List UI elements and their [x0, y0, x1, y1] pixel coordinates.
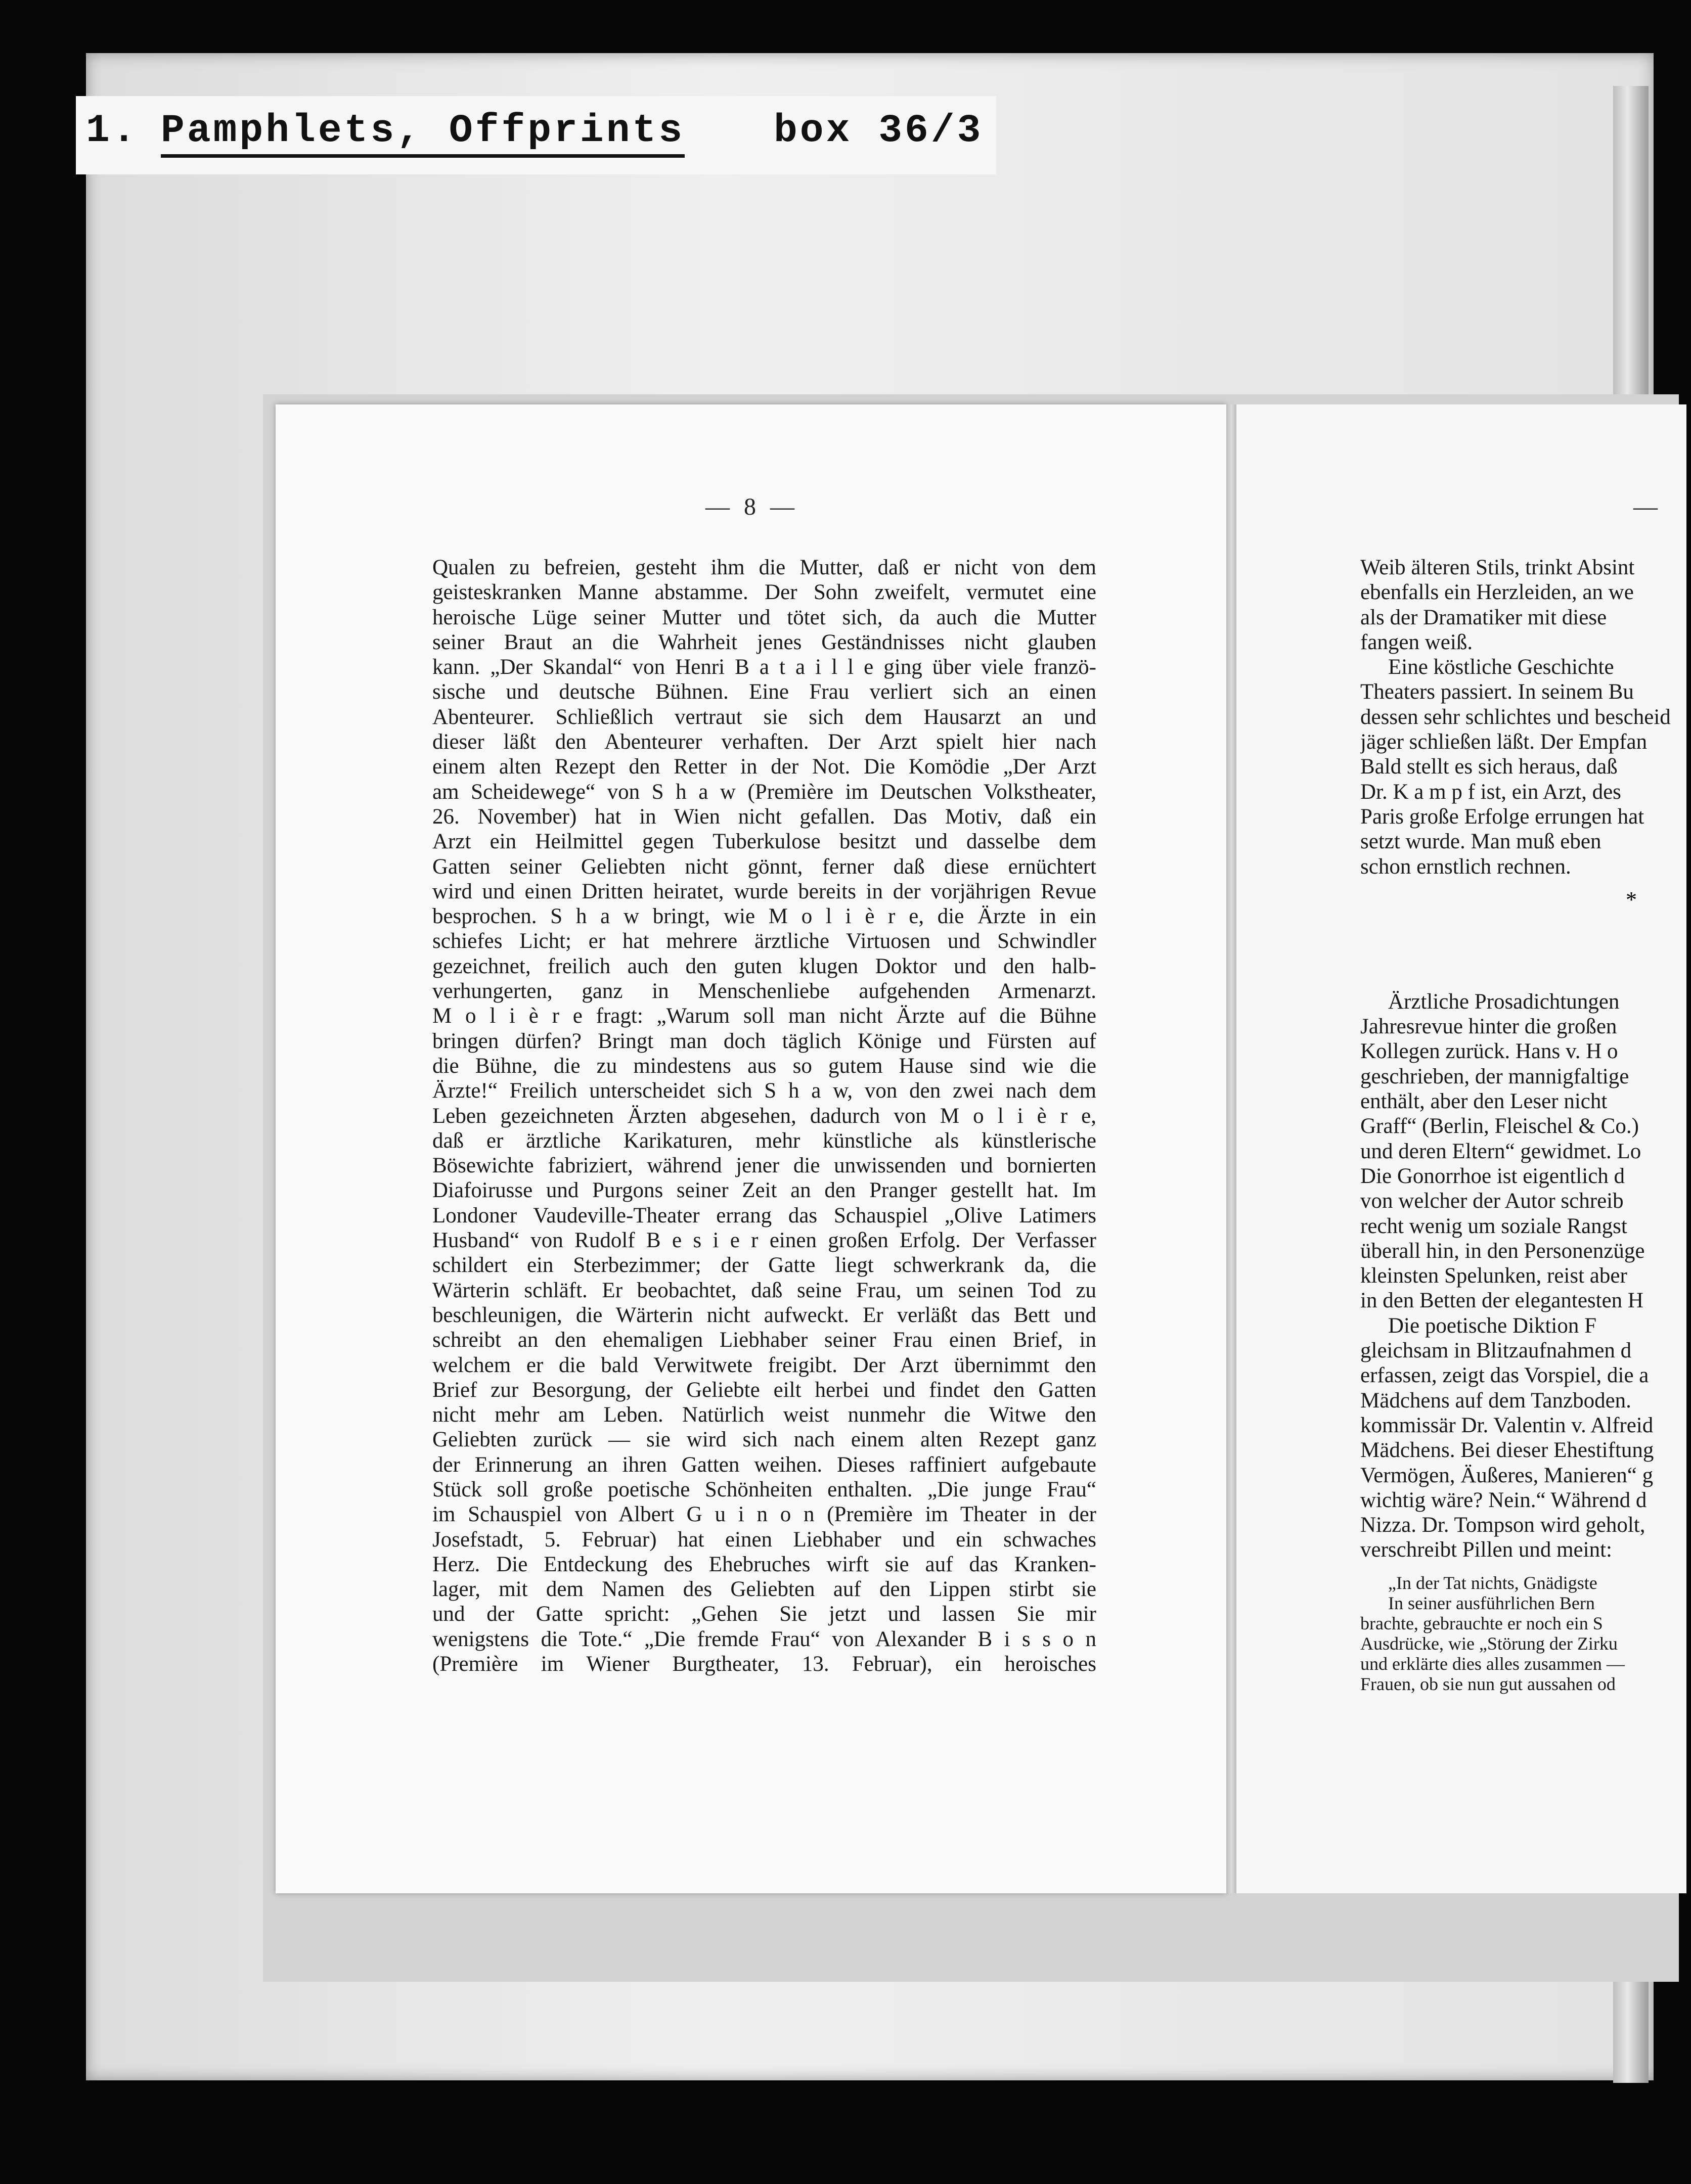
- text-line: wichtig wäre? Nein.“ Während d: [1360, 1488, 1647, 1512]
- text-line: Kollegen zurück. Hans v. H o: [1360, 1039, 1618, 1064]
- text-line: kann. „Der Skandal“ von Henri B a t a i l l e ging über viele franzö-: [432, 655, 1096, 679]
- text-line: schon ernstlich rechnen.: [1360, 854, 1571, 879]
- text-line: enthält, aber den Leser nicht: [1360, 1089, 1608, 1114]
- text-line: bringen dürfen? Bringt man doch täglich Könige und Fürsten auf: [432, 1029, 1096, 1053]
- text-line: wird und einen Dritten heiratet, wurde bereits in der vorjährigen Revue: [432, 879, 1096, 903]
- text-line: einem alten Rezept den Retter in der Not. Die Komödie „Der Arzt: [432, 755, 1096, 779]
- text-line: nicht mehr am Leben. Natürlich weist nunmehr die Witwe den: [432, 1403, 1096, 1427]
- text-line: als der Dramatiker mit diese: [1360, 605, 1607, 629]
- text-line: Jahresrevue hinter die großen: [1360, 1015, 1617, 1039]
- text-line: „In der Tat nichts, Gnädigste: [1388, 1572, 1597, 1593]
- text-line: welchem er die bald Verwitwete freigibt. Der Arzt übernimmt den: [432, 1353, 1096, 1377]
- section-separator: *: [1626, 887, 1637, 912]
- label-title: Pamphlets, Offprints: [161, 109, 685, 158]
- text-line: Londoner Vaudeville-Theater errang das Schauspiel „Olive Latimers: [432, 1203, 1096, 1227]
- text-line: Weib älteren Stils, trinkt Absint: [1360, 556, 1635, 579]
- text-line: überall hin, in den Personenzüge: [1360, 1239, 1645, 1263]
- text-line: lager, mit dem Namen des Geliebten auf den Lippen stirbt sie: [432, 1577, 1096, 1602]
- text-line: dieser läßt den Abenteurer verhaften. Der Arzt spielt hier nach: [432, 730, 1096, 754]
- text-line: schreibt an den ehemaligen Liebhaber seiner Frau einen Brief, in: [432, 1328, 1096, 1352]
- text-line: recht wenig um soziale Rangst: [1360, 1214, 1627, 1238]
- text-line: Josefstadt, 5. Februar) hat einen Liebhaber und ein schwaches: [432, 1527, 1096, 1552]
- text-line: schiefes Licht; er hat mehrere ärztliche Virtuosen und Schwindler: [432, 929, 1096, 953]
- text-line: und deren Eltern“ gewidmet. Lo: [1360, 1139, 1641, 1163]
- text-line: die Bühne, die zu mindestens aus so gutem Hause sind wie die: [432, 1054, 1096, 1078]
- text-line: In seiner ausführlichen Bern: [1388, 1592, 1595, 1613]
- text-line: und der Gatte spricht: „Gehen Sie jetzt und lassen Sie mir: [432, 1602, 1096, 1626]
- text-line: seiner Braut an die Wahrheit jenes Geständnisses nicht glauben: [432, 630, 1096, 654]
- text-line: der Erinnerung an ihren Gatten weihen. Dieses raffiniert aufgebaute: [432, 1452, 1096, 1477]
- text-line: Ärzte!“ Freilich unterscheidet sich S h a w, von den zwei nach dem: [432, 1079, 1096, 1103]
- text-line: Ärztliche Prosadichtungen: [1388, 989, 1620, 1014]
- text-line: dessen sehr schlichtes und bescheid: [1360, 705, 1671, 729]
- text-line: kommissär Dr. Valentin v. Alfreid: [1360, 1413, 1654, 1437]
- text-line: verhungerten, ganz in Menschenliebe aufgehenden Armenarzt.: [432, 979, 1096, 1004]
- label-number: 1.: [86, 109, 139, 153]
- text-line: Die poetische Diktion F: [1388, 1313, 1597, 1338]
- text-line: wenigstens die Tote.“ „Die fremde Frau“ von Alexander B i s s o n: [432, 1627, 1096, 1651]
- text-line: Diafoirusse und Purgons seiner Zeit an den Pranger gestellt hat. Im: [432, 1178, 1096, 1203]
- text-line: M o l i è r e fragt: „Warum soll man nicht Ärzte auf die Bühne: [432, 1004, 1096, 1028]
- text-line: Bald stellt es sich heraus, daß: [1360, 755, 1618, 779]
- text-line: kleinsten Spelunken, reist aber: [1360, 1264, 1627, 1288]
- text-line: Bösewichte fabriziert, während jener die unwissenden und bornierten: [432, 1154, 1096, 1178]
- text-line: Eine köstliche Geschichte: [1388, 655, 1614, 679]
- text-line: gleichsam in Blitzaufnahmen d: [1360, 1339, 1632, 1363]
- label-box: box 36/3: [774, 109, 984, 153]
- text-line: Herz. Die Entdeckung des Ehebruches wirft sie auf das Kranken-: [432, 1552, 1096, 1576]
- text-line: daß er ärztliche Karikaturen, mehr künstliche als künstlerische: [432, 1128, 1096, 1153]
- text-line: Theaters passiert. In seinem Bu: [1360, 680, 1634, 704]
- text-line: Arzt ein Heilmittel gegen Tuberkulose besitzt und dasselbe dem: [432, 830, 1096, 854]
- text-line: Leben gezeichneten Ärzten abgesehen, dadurch von M o l i è r e,: [432, 1104, 1096, 1128]
- text-line: Die Gonorrhoe ist eigentlich d: [1360, 1164, 1625, 1188]
- right-page-text: [1360, 555, 1691, 1694]
- text-line: Ausdrücke, wie „Störung der Zirku: [1360, 1633, 1618, 1654]
- text-line: heroische Lüge seiner Mutter und tötet sich, da auch die Mutter: [432, 605, 1096, 629]
- text-line: von welcher der Autor schreib: [1360, 1189, 1624, 1213]
- text-line: Paris große Erfolge errungen hat: [1360, 804, 1644, 829]
- text-line: Nizza. Dr. Tompson wird geholt,: [1360, 1513, 1645, 1537]
- text-line: erfassen, zeigt das Vorspiel, die a: [1360, 1363, 1649, 1388]
- text-line: gezeichnet, freilich auch den guten klugen Doktor und den halb-: [432, 954, 1096, 978]
- text-line: Stück soll große poetische Schönheiten enthalten. „Die junge Frau“: [432, 1477, 1096, 1502]
- text-line: und erklärte dies alles zusammen —: [1360, 1653, 1625, 1674]
- text-line: ebenfalls ein Herzleiden, an we: [1360, 580, 1634, 605]
- text-line: Vermögen, Äußeres, Manieren“ g: [1360, 1463, 1654, 1487]
- text-line: Mädchens auf dem Tanzboden.: [1360, 1388, 1631, 1413]
- text-line: Dr. K a m p f ist, ein Arzt, des: [1360, 780, 1621, 804]
- text-line: sische und deutsche Bühnen. Eine Frau verliert sich an einen: [432, 680, 1096, 704]
- text-line: schildert ein Sterbezimmer; der Gatte liegt schwerkrank da, die: [432, 1253, 1096, 1278]
- page-gutter: [1226, 404, 1236, 1893]
- text-line: geschrieben, der mannigfaltige: [1360, 1064, 1629, 1088]
- text-line: Geliebten zurück — sie wird sich nach einem alten Rezept ganz: [432, 1428, 1096, 1452]
- text-line: im Schauspiel von Albert G u i n o n (Première im Theater in der: [432, 1503, 1096, 1527]
- text-line: geisteskranken Manne abstamme. Der Sohn zweifelt, vermutet eine: [432, 580, 1096, 605]
- text-line: beschleunigen, die Wärterin nicht aufweckt. Er verläßt das Bett und: [432, 1303, 1096, 1327]
- text-line: in den Betten der elegantesten H: [1360, 1289, 1643, 1313]
- text-line: Qualen zu befreien, gesteht ihm die Mutter, daß er nicht von dem: [432, 556, 1096, 579]
- page-number: — 8 —: [705, 493, 798, 520]
- text-line: Frauen, ob sie nun gut aussahen od: [1360, 1673, 1616, 1694]
- text-line: Abenteurer. Schließlich vertraut sie sich dem Hausarzt an und: [432, 705, 1096, 729]
- text-line: 26. November) hat in Wien nicht gefallen. Das Motiv, daß ein: [432, 804, 1096, 829]
- text-line: jäger schließen läßt. Der Empfan: [1360, 730, 1648, 754]
- text-line: Graff“ (Berlin, Fleischel & Co.): [1360, 1114, 1639, 1139]
- text-line: Husband“ von Rudolf B e s i e r einen großen Erfolg. Der Verfasser: [432, 1228, 1096, 1253]
- text-line: Brief zur Besorgung, der Geliebte eilt herbei und findet den Gatten: [432, 1378, 1096, 1402]
- text-line: Gatten seiner Geliebten nicht gönnt, ferner daß diese ernüchtert: [432, 854, 1096, 879]
- text-line: (Première im Wiener Burgtheater, 13. Februar), ein heroisches: [432, 1652, 1096, 1676]
- right-page-number: —: [1633, 493, 1658, 520]
- text-line: brachte, gebrauchte er noch ein S: [1360, 1613, 1603, 1633]
- left-page-text: [432, 555, 1096, 1676]
- text-line: am Scheidewege“ von S h a w (Première im Deutschen Volkstheater,: [432, 780, 1096, 804]
- text-line: Mädchens. Bei dieser Ehestiftung: [1360, 1438, 1654, 1463]
- text-line: Wärterin schläft. Er beobachtet, daß seine Frau, um seinen Tod zu: [432, 1278, 1096, 1302]
- text-line: setzt wurde. Man muß eben: [1360, 830, 1601, 854]
- text-line: fangen weiß.: [1360, 630, 1473, 654]
- text-line: verschreibt Pillen und meint:: [1360, 1538, 1612, 1562]
- text-line: besprochen. S h a w bringt, wie M o l i è r e, die Ärzte in ein: [432, 904, 1096, 929]
